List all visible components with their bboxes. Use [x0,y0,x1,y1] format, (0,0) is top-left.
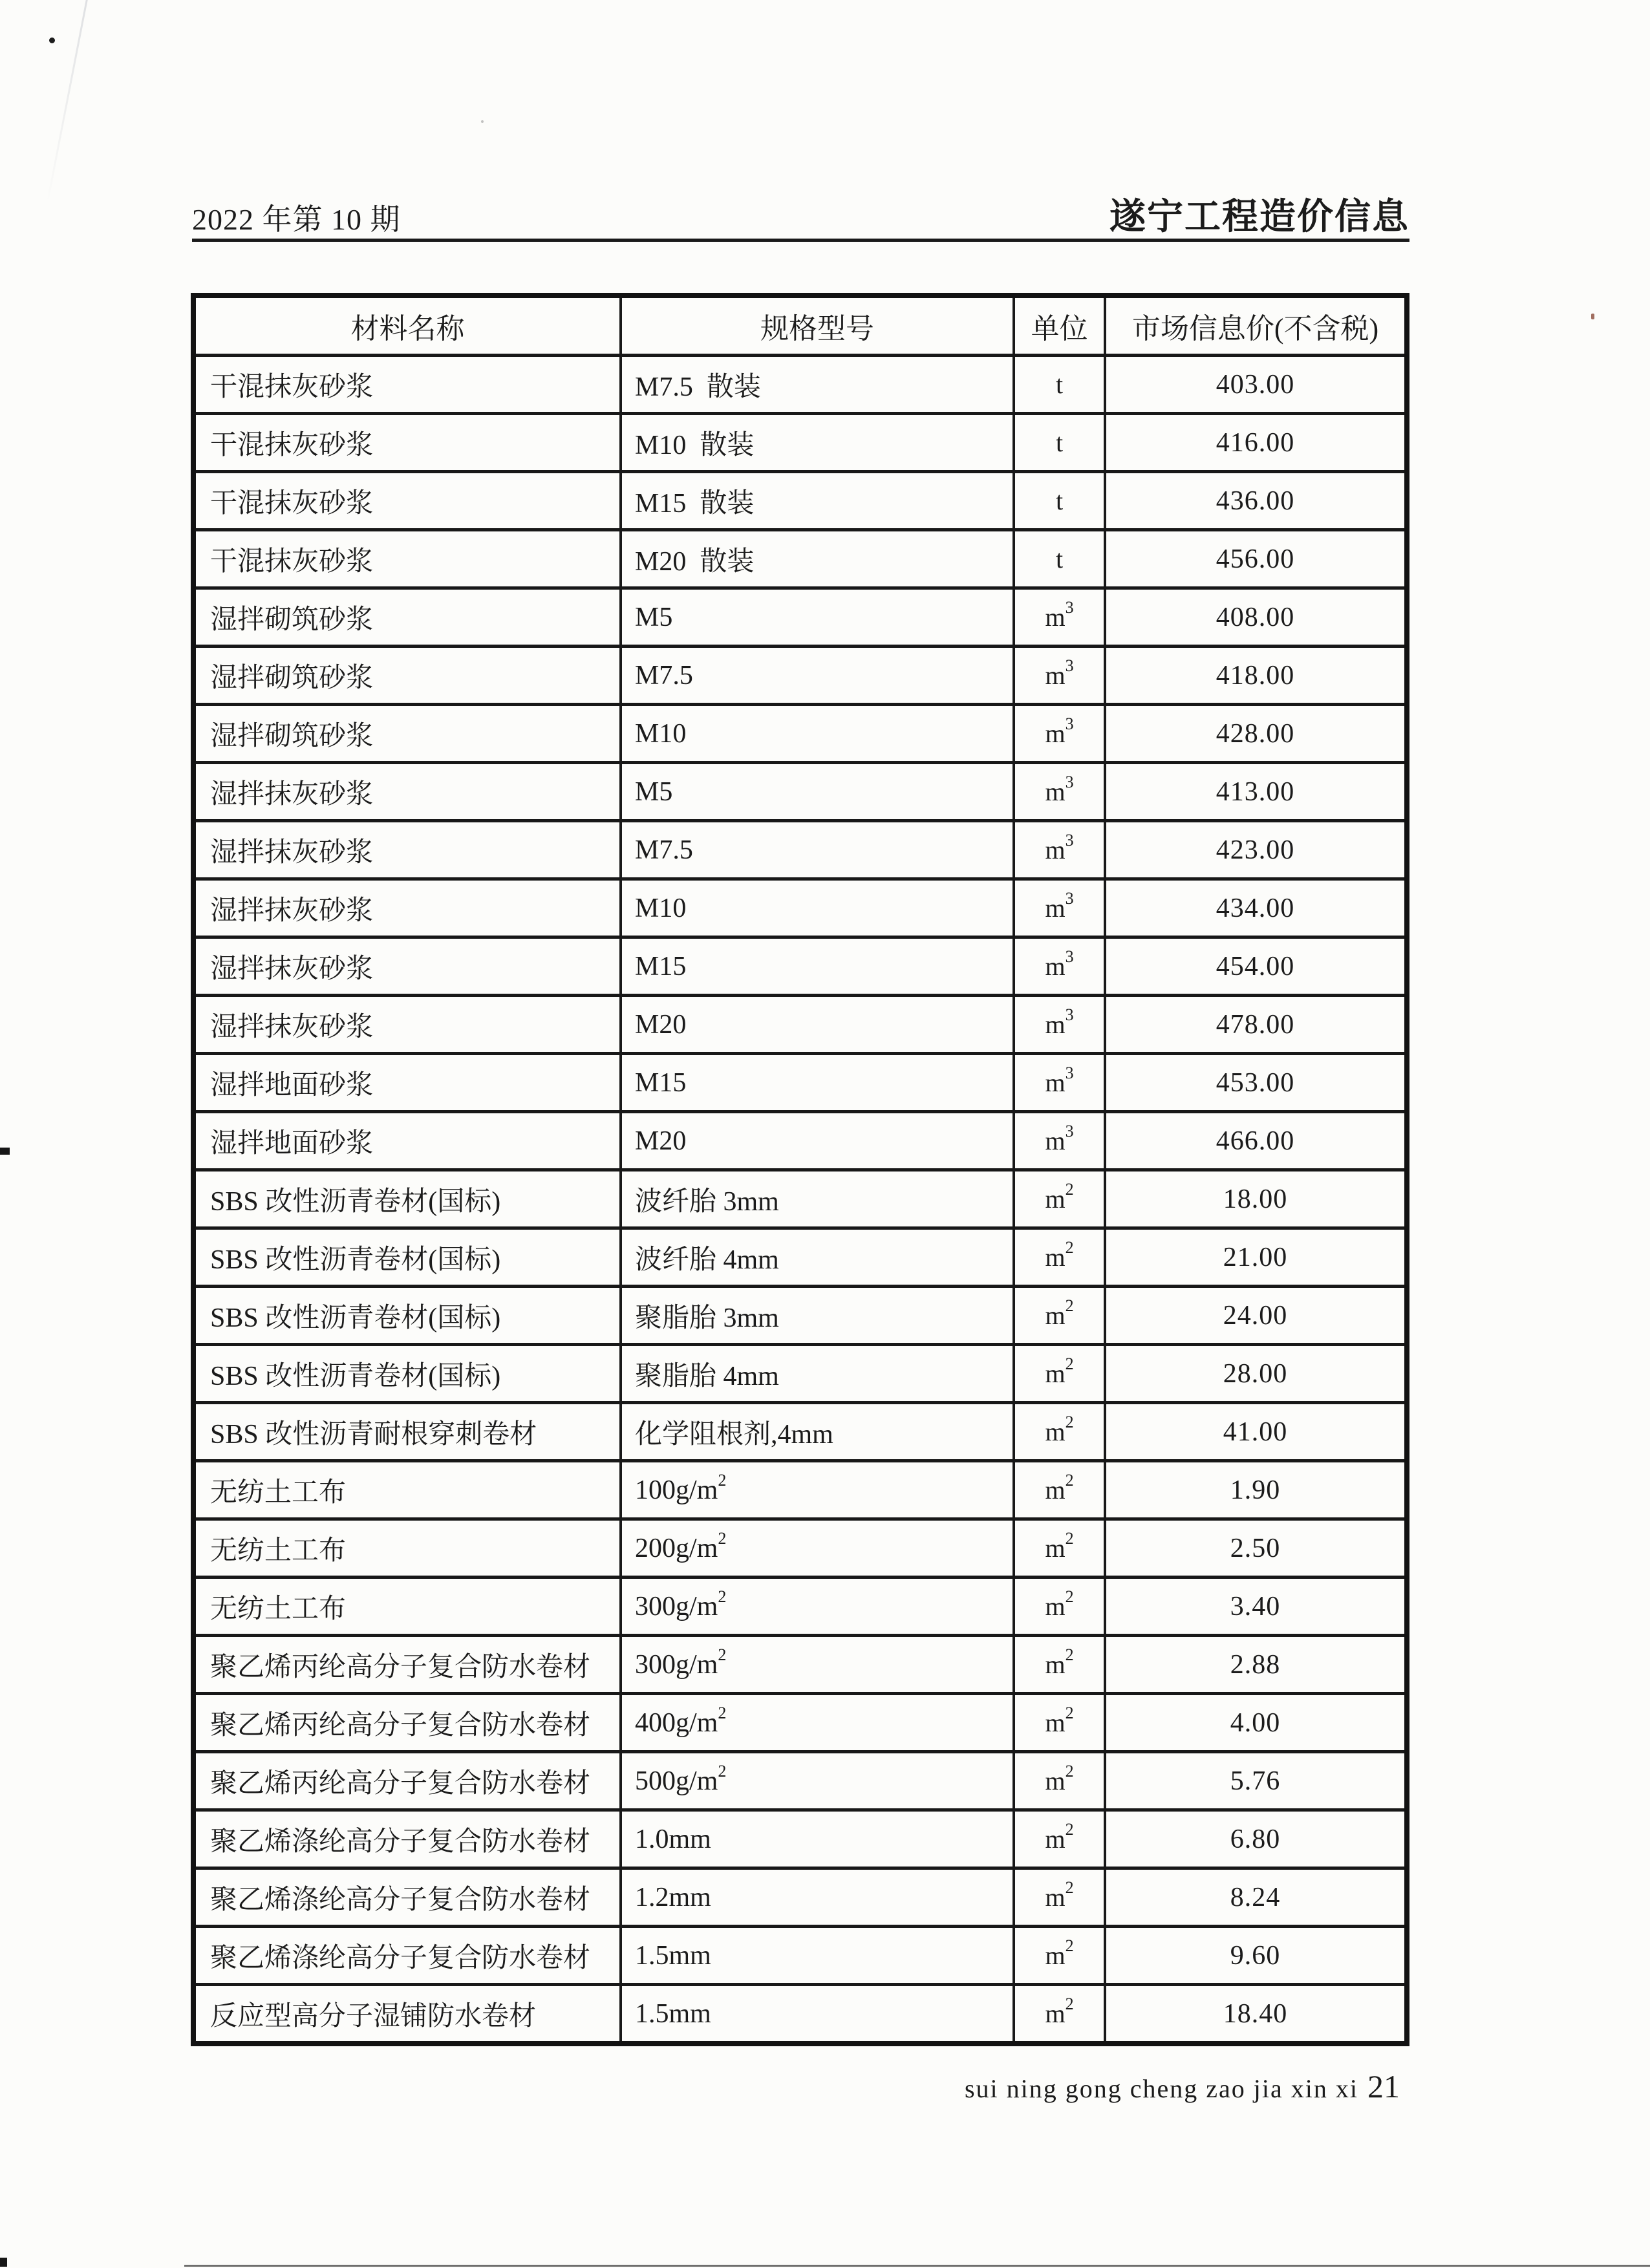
unit-text: t [1055,544,1064,573]
table-row [193,1519,1407,1578]
material-name-cell: 无纺土工布 [193,1519,621,1578]
price-cell: 428.00 [1105,705,1407,763]
spec-cell [621,1403,1014,1461]
spec-text: M7.5 [635,835,693,865]
price-cell: 9.60 [1105,1927,1407,1985]
scan-red-speck [1591,314,1594,319]
spec-cell [621,1054,1014,1112]
spec-cell [621,1694,1014,1752]
spec-cell [621,1578,1014,1636]
spec-cell [621,1170,1014,1228]
unit-text: m [1045,1650,1066,1679]
spec-cell [621,996,1014,1054]
column-header-market-price: 市场信息价(不含税) [1105,295,1407,356]
price-cell: 1.90 [1105,1461,1407,1519]
price-cell: 4.00 [1105,1694,1407,1752]
unit-text: m [1045,1592,1066,1621]
issue-label: 2022 年第 10 期 [192,203,401,236]
unit-cell [1014,530,1105,588]
unit-superscript: 2 [1065,1587,1074,1606]
unit-superscript: 2 [1065,1354,1074,1373]
unit-text: m [1045,835,1066,864]
material-name-cell: SBS 改性沥青卷材(国标) [193,1287,621,1345]
unit-cell [1014,414,1105,472]
price-cell: 28.00 [1105,1345,1407,1403]
price-cell: 454.00 [1105,937,1407,996]
spec-cell [621,356,1014,414]
footer-pinyin-text: sui ning gong cheng zao jia xin xi [964,2074,1358,2103]
spec-cell [621,821,1014,879]
spec-text: 500g/m [635,1766,718,1796]
material-name-cell: 干混抹灰砂浆 [193,530,621,588]
unit-cell [1014,763,1105,821]
table-row [193,1578,1407,1636]
price-cell: 24.00 [1105,1287,1407,1345]
unit-superscript: 2 [1065,1471,1074,1490]
unit-cell [1014,1170,1105,1228]
unit-superscript: 2 [1065,1762,1074,1781]
unit-superscript: 3 [1065,1122,1074,1140]
table-row [193,763,1407,821]
column-header-spec-model: 规格型号 [621,295,1014,356]
header-rule [192,239,1409,242]
unit-text: m [1045,1941,1066,1970]
table-body [193,356,1407,2044]
spec-text: M20 [635,1126,687,1156]
spec-cell [621,1810,1014,1868]
column-header-material-name: 材料名称 [193,295,621,356]
unit-cell [1014,1287,1105,1345]
unit-cell [1014,1345,1105,1403]
material-name-cell: 湿拌抹灰砂浆 [193,996,621,1054]
table-header-row [193,295,1407,356]
table-row [193,1636,1407,1694]
table-row [193,705,1407,763]
table-row [193,1752,1407,1810]
table-row [193,1403,1407,1461]
material-name-cell: SBS 改性沥青耐根穿刺卷材 [193,1403,621,1461]
spec-text: M15 [635,1067,687,1098]
unit-text: m [1045,1359,1066,1388]
table-row [193,937,1407,996]
unit-text: m [1045,1766,1066,1795]
spec-cell [621,1636,1014,1694]
table-row [193,1345,1407,1403]
unit-cell [1014,1228,1105,1287]
column-header-unit: 单位 [1014,295,1105,356]
spec-text: M10 [635,893,687,923]
price-cell: 408.00 [1105,588,1407,647]
spec-text: M15 [635,951,687,981]
unit-superscript: 2 [1065,1238,1074,1257]
unit-superscript: 2 [1065,1704,1074,1722]
price-cell: 41.00 [1105,1403,1407,1461]
spec-cell [621,763,1014,821]
unit-superscript: 3 [1065,831,1074,850]
spec-text: 波纤胎 4mm [635,1245,779,1275]
table-row [193,647,1407,705]
material-name-cell: 湿拌抹灰砂浆 [193,879,621,937]
material-name-cell: 湿拌地面砂浆 [193,1054,621,1112]
spec-cell [621,879,1014,937]
unit-text: m [1045,1243,1066,1272]
scan-gray-speck [481,120,484,123]
spec-text: 1.0mm [635,1824,711,1854]
spec-cell [621,1287,1014,1345]
spec-cell [621,588,1014,647]
spec-text: 1.5mm [635,1940,711,1971]
material-name-cell: 干混抹灰砂浆 [193,356,621,414]
unit-cell [1014,1112,1105,1170]
unit-cell [1014,996,1105,1054]
unit-superscript: 3 [1065,1005,1074,1024]
page-number: 21 [1367,2068,1400,2104]
unit-superscript: 2 [1065,1936,1074,1955]
price-cell: 456.00 [1105,530,1407,588]
unit-cell [1014,1054,1105,1112]
unit-text: m [1045,1068,1066,1097]
spec-superscript: 2 [718,1761,727,1781]
spec-superscript: 2 [718,1528,727,1548]
material-name-cell: 聚乙烯涤纶高分子复合防水卷材 [193,1927,621,1985]
spec-cell [621,1868,1014,1927]
table-row [193,1287,1407,1345]
unit-text: m [1045,661,1066,690]
spec-text: 200g/m [635,1533,718,1563]
spec-text: 400g/m [635,1707,718,1738]
spec-cell [621,1461,1014,1519]
price-cell: 18.00 [1105,1170,1407,1228]
material-name-cell: SBS 改性沥青卷材(国标) [193,1170,621,1228]
unit-superscript: 3 [1065,889,1074,908]
table-row [193,879,1407,937]
unit-superscript: 2 [1065,1878,1074,1897]
unit-superscript: 3 [1065,714,1074,733]
material-name-cell: 湿拌砌筑砂浆 [193,705,621,763]
table-row [193,1927,1407,1985]
spec-superscript: 2 [718,1587,727,1606]
unit-superscript: 2 [1065,1645,1074,1664]
price-cell: 403.00 [1105,356,1407,414]
table-row [193,530,1407,588]
unit-text: t [1055,486,1064,515]
table-row [193,1810,1407,1868]
unit-superscript: 2 [1065,1413,1074,1431]
unit-text: m [1045,1417,1066,1446]
page-footer [965,2068,1400,2105]
unit-superscript: 2 [1065,1995,1074,2013]
price-cell: 18.40 [1105,1985,1407,2044]
spec-text: M10 [635,718,687,749]
material-name-cell: 聚乙烯涤纶高分子复合防水卷材 [193,1810,621,1868]
unit-text: m [1045,1475,1066,1504]
unit-text: m [1045,719,1066,748]
spec-text: M5 [635,602,673,632]
price-cell: 466.00 [1105,1112,1407,1170]
spec-text: M20 散装 [635,546,755,577]
material-name-cell: 无纺土工布 [193,1578,621,1636]
unit-text: m [1045,1534,1066,1563]
table-row [193,1054,1407,1112]
spec-text: M5 [635,776,673,807]
price-cell: 8.24 [1105,1868,1407,1927]
spec-cell [621,1112,1014,1170]
material-name-cell: 聚乙烯丙纶高分子复合防水卷材 [193,1694,621,1752]
unit-text: t [1055,428,1064,457]
spec-text: 300g/m [635,1591,718,1621]
unit-cell [1014,1578,1105,1636]
price-cell: 413.00 [1105,763,1407,821]
unit-cell [1014,1752,1105,1810]
material-name-cell: 湿拌砌筑砂浆 [193,647,621,705]
spec-text: 1.5mm [635,1998,711,2029]
table-row [193,356,1407,414]
unit-cell [1014,879,1105,937]
spec-text: 聚脂胎 3mm [635,1303,779,1333]
spec-cell [621,1519,1014,1578]
material-name-cell: 聚乙烯丙纶高分子复合防水卷材 [193,1752,621,1810]
spec-cell [621,530,1014,588]
scan-edge-dash [0,1148,10,1155]
price-cell: 21.00 [1105,1228,1407,1287]
price-cell: 3.40 [1105,1578,1407,1636]
unit-cell [1014,1694,1105,1752]
spec-superscript: 2 [718,1703,727,1722]
material-name-cell: 干混抹灰砂浆 [193,472,621,530]
spec-text: M10 散装 [635,430,755,460]
price-cell: 2.50 [1105,1519,1407,1578]
scan-speck-dot [49,37,55,43]
material-name-cell: 湿拌地面砂浆 [193,1112,621,1170]
unit-text: m [1045,1708,1066,1737]
spec-text: 波纤胎 3mm [635,1186,779,1217]
unit-text: t [1055,370,1064,399]
table-row [193,414,1407,472]
unit-text: m [1045,603,1066,632]
spec-text: 300g/m [635,1649,718,1680]
table-row [193,472,1407,530]
unit-superscript: 2 [1065,1180,1074,1199]
unit-superscript: 3 [1065,1064,1074,1082]
unit-superscript: 3 [1065,656,1074,675]
unit-text: m [1045,952,1066,981]
table-row [193,1461,1407,1519]
unit-text: m [1045,893,1066,923]
price-cell: 453.00 [1105,1054,1407,1112]
spec-superscript: 2 [718,1645,727,1664]
unit-superscript: 3 [1065,598,1074,617]
price-cell: 6.80 [1105,1810,1407,1868]
material-name-cell: 无纺土工布 [193,1461,621,1519]
spec-cell [621,1345,1014,1403]
unit-cell [1014,1403,1105,1461]
unit-text: m [1045,1883,1066,1912]
spec-text: 化学阻根剂,4mm [635,1419,833,1450]
price-cell: 2.88 [1105,1636,1407,1694]
table-row [193,588,1407,647]
unit-text: m [1045,1824,1066,1854]
unit-cell [1014,937,1105,996]
spec-cell [621,705,1014,763]
material-name-cell: 聚乙烯涤纶高分子复合防水卷材 [193,1868,621,1927]
table-row [193,1112,1407,1170]
unit-cell [1014,1985,1105,2044]
scan-streak [47,0,89,204]
unit-cell [1014,821,1105,879]
unit-superscript: 2 [1065,1296,1074,1315]
unit-cell [1014,472,1105,530]
table-row [193,1985,1407,2044]
unit-text: m [1045,1184,1066,1214]
spec-text: 聚脂胎 4mm [635,1361,779,1391]
table-row [193,1694,1407,1752]
scan-bottom-edge-line [184,2265,1650,2267]
price-cell: 418.00 [1105,647,1407,705]
material-name-cell: 反应型高分子湿铺防水卷材 [193,1985,621,2044]
unit-cell [1014,705,1105,763]
spec-cell [621,937,1014,996]
material-name-cell: 湿拌抹灰砂浆 [193,821,621,879]
unit-cell [1014,1636,1105,1694]
table-row [193,996,1407,1054]
price-cell: 436.00 [1105,472,1407,530]
spec-cell [621,647,1014,705]
spec-superscript: 2 [718,1470,727,1490]
table-row [193,821,1407,879]
unit-superscript: 2 [1065,1820,1074,1839]
table-row [193,1170,1407,1228]
unit-text: m [1045,1126,1066,1155]
unit-cell [1014,1927,1105,1985]
spec-cell [621,1985,1014,2044]
publication-title: 遂宁工程造价信息 [1109,197,1409,237]
price-cell: 5.76 [1105,1752,1407,1810]
material-name-cell: 湿拌抹灰砂浆 [193,937,621,996]
spec-cell [621,414,1014,472]
price-cell: 478.00 [1105,996,1407,1054]
material-name-cell: SBS 改性沥青卷材(国标) [193,1228,621,1287]
unit-superscript: 3 [1065,773,1074,791]
material-name-cell: 湿拌抹灰砂浆 [193,763,621,821]
material-name-cell: 干混抹灰砂浆 [193,414,621,472]
price-cell: 416.00 [1105,414,1407,472]
unit-text: m [1045,1010,1066,1039]
unit-cell [1014,647,1105,705]
spec-text: M15 散装 [635,488,755,519]
material-name-cell: 湿拌砌筑砂浆 [193,588,621,647]
spec-text: M7.5 散装 [635,372,761,402]
spec-cell [621,1927,1014,1985]
unit-cell [1014,1461,1105,1519]
spec-cell [621,1228,1014,1287]
unit-cell [1014,1868,1105,1927]
scan-corner-mark [0,2258,7,2267]
spec-cell [621,472,1014,530]
spec-text: M20 [635,1009,687,1040]
spec-text: 1.2mm [635,1882,711,1912]
materials-price-table [191,293,1409,2046]
unit-text: m [1045,1999,1066,2028]
price-cell: 423.00 [1105,821,1407,879]
table-row [193,1228,1407,1287]
material-name-cell: 聚乙烯丙纶高分子复合防水卷材 [193,1636,621,1694]
unit-text: m [1045,777,1066,806]
spec-cell [621,1752,1014,1810]
spec-text: 100g/m [635,1475,718,1505]
table-row [193,1868,1407,1927]
unit-cell [1014,1810,1105,1868]
unit-text: m [1045,1301,1066,1330]
unit-cell [1014,1519,1105,1578]
material-name-cell: SBS 改性沥青卷材(国标) [193,1345,621,1403]
spec-text: M7.5 [635,660,693,690]
price-cell: 434.00 [1105,879,1407,937]
unit-cell [1014,588,1105,647]
unit-superscript: 2 [1065,1529,1074,1548]
unit-superscript: 3 [1065,947,1074,966]
unit-cell [1014,356,1105,414]
